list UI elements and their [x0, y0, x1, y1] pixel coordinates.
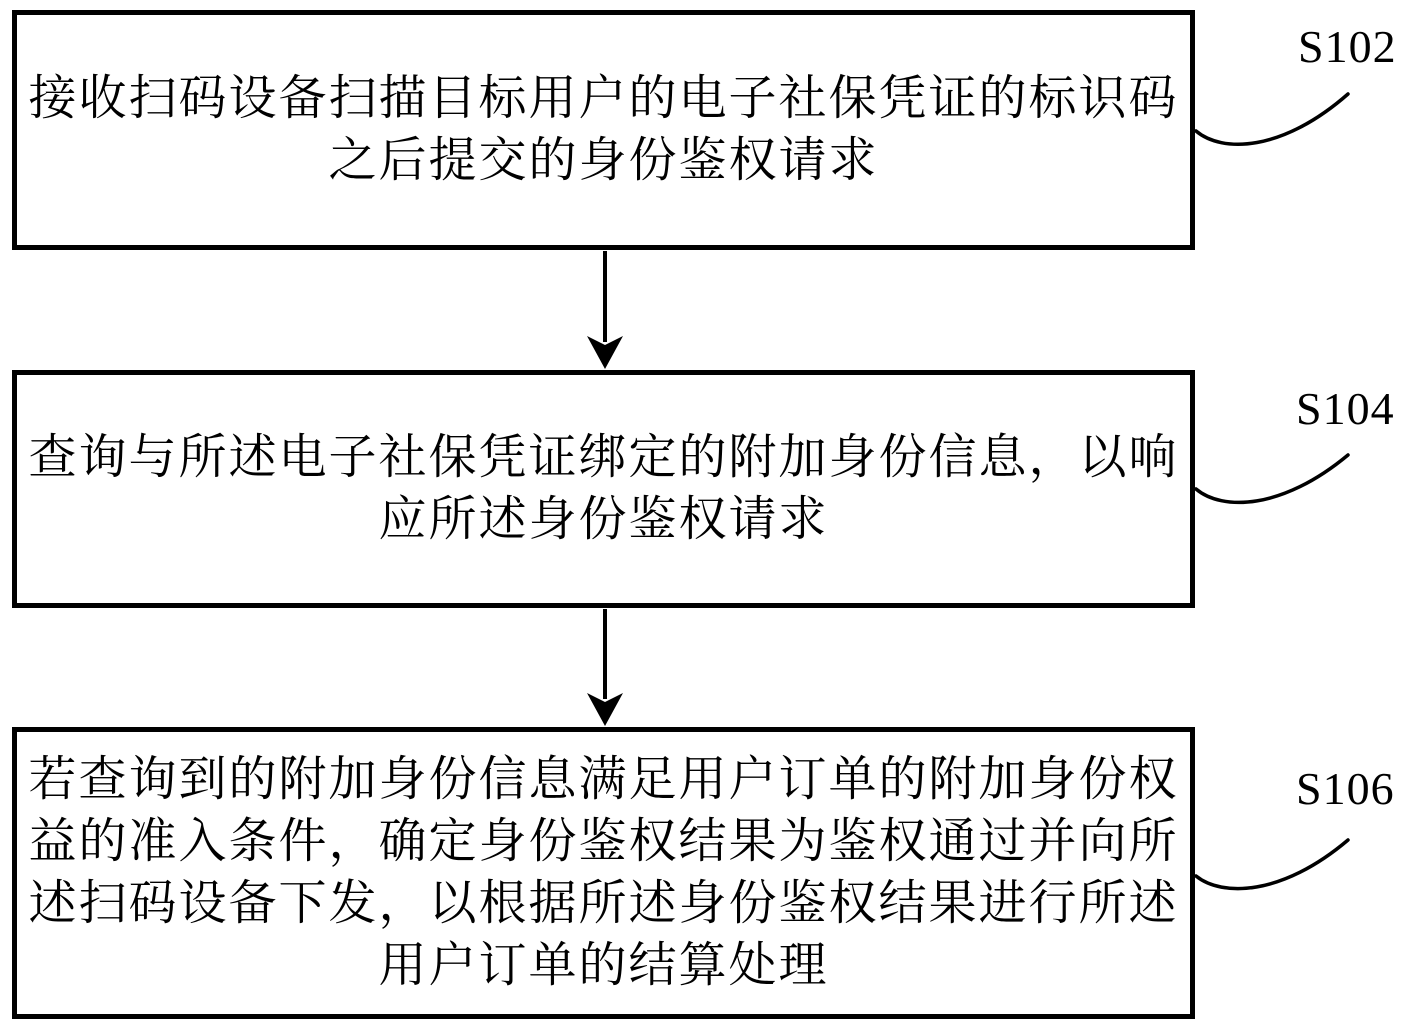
arrowhead-icon — [587, 336, 623, 369]
label-connector-s106 — [1196, 840, 1348, 889]
flow-arrow-step1-to-step2 — [587, 251, 623, 369]
step-label-s106: S106 — [1296, 763, 1395, 814]
step-box-s102 — [12, 10, 1195, 250]
step-box-s106 — [12, 727, 1195, 1019]
step-box-s104 — [12, 370, 1195, 608]
label-connector-s104 — [1196, 455, 1348, 502]
arrowhead-icon — [587, 693, 623, 726]
step-label-s104: S104 — [1296, 383, 1395, 434]
step-text-line: 之后提交的身份鉴权请求 — [328, 134, 879, 187]
label-connector-s102 — [1196, 94, 1348, 144]
step-text-line: 查询与所述电子社保凭证绑定的附加身份信息，以响 — [28, 431, 1179, 484]
step-text-line: 应所述身份鉴权请求 — [378, 493, 829, 546]
step-text-line: 述扫码设备下发，以根据所述身份鉴权结果进行所述 — [28, 877, 1179, 930]
step-text-line: 接收扫码设备扫描目标用户的电子社保凭证的标识码 — [28, 72, 1179, 125]
step-text-line: 益的准入条件，确定身份鉴权结果为鉴权通过并向所 — [28, 815, 1179, 868]
flow-arrow-step2-to-step3 — [587, 609, 623, 726]
step-text-line: 若查询到的附加身份信息满足用户订单的附加身份权 — [28, 753, 1179, 806]
step-text-line: 用户订单的结算处理 — [378, 939, 829, 992]
step-label-s102: S102 — [1298, 21, 1397, 72]
